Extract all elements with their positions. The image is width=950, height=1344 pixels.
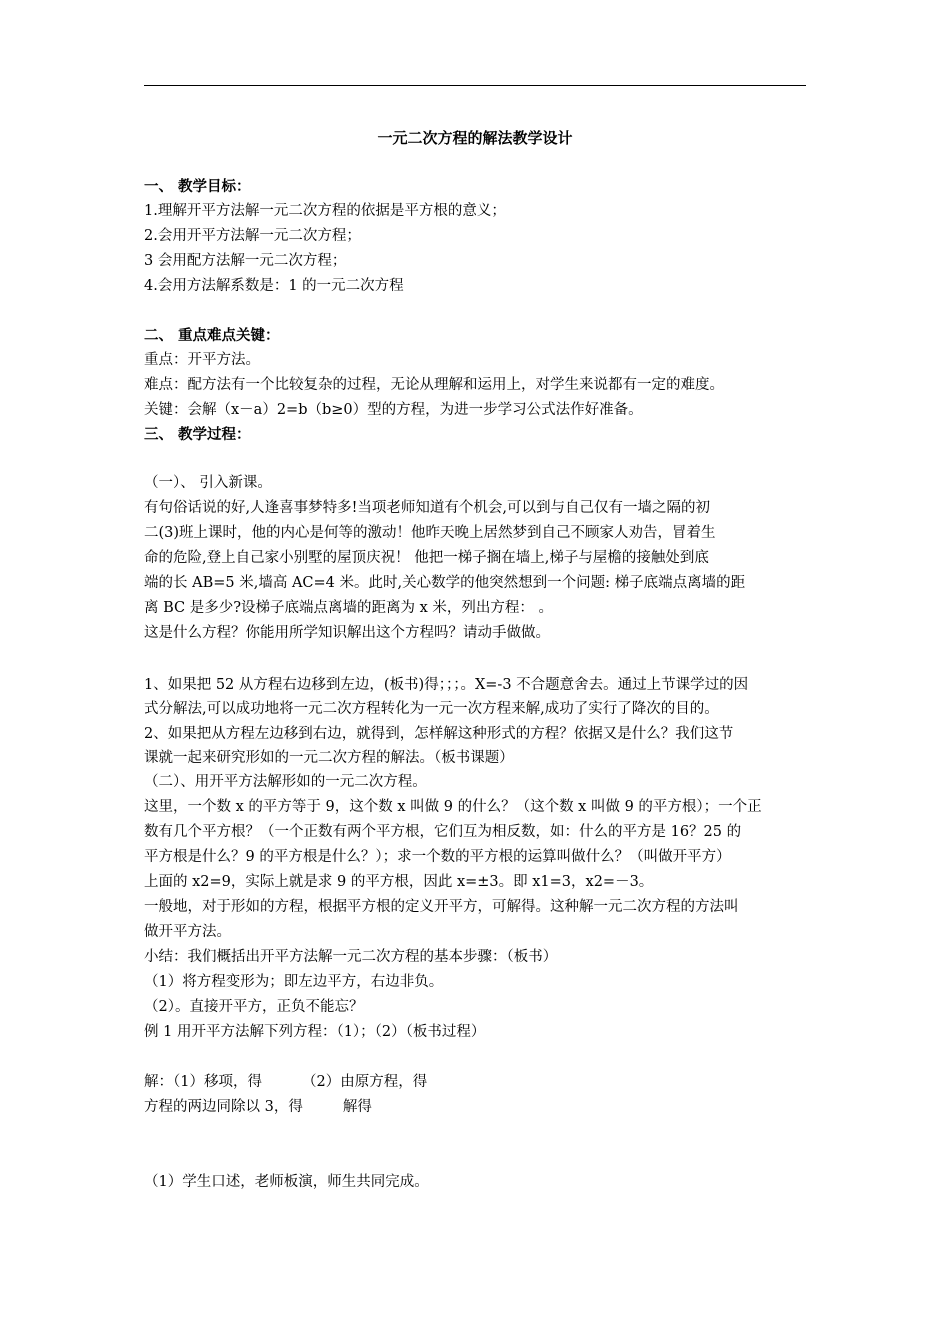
section-3-heading: 三、 教学过程： bbox=[144, 426, 251, 443]
objective-1: 1.理解开平方法解一元二次方程的依据是平方根的意义； bbox=[144, 203, 506, 219]
step-1-line-1: 1、如果把 52 从方程右边移到左边，(板书)得；；；。X=-3 不合题意舍去。通过上节课学过的因 bbox=[144, 677, 749, 693]
story-line-3: 命的危险,登上自己家小别墅的屋顶庆祝！ 他把一梯子搁在墙上,梯子与屋檐的接触处到底 bbox=[144, 550, 709, 566]
document-title: 一元二次方程的解法教学设计 bbox=[377, 129, 573, 147]
key-step: 关键：会解（x－a）2=b（b≥0）型的方程，为进一步学习公式法作好准备。 bbox=[144, 402, 643, 418]
activity-line: （1）学生口述，老师板演，师生共同完成。 bbox=[144, 1174, 429, 1190]
solution-part-4: 解得 bbox=[342, 1099, 372, 1115]
difficulty: 难点：配方法有一个比较复杂的过程，无论从理解和运用上，对学生来说都有一定的难度。 bbox=[144, 377, 724, 393]
step-2-line-2: 课就一起来研究形如的一元二次方程的解法。（板书课题） bbox=[144, 750, 514, 766]
story-line-4: 端的长 AB=5 米,墙高 AC=4 米。此时,关心数学的他突然想到一个问题: 梯子底端点离墙的距 bbox=[144, 575, 746, 591]
story-line-2: 二(3)班上课时，他的内心是何等的激动！他昨天晚上居然梦到自己不顾家人劝告，冒着生 bbox=[144, 525, 716, 541]
solution-part-2: （2）由原方程，得 bbox=[301, 1074, 428, 1090]
solution-part-3: 方程的两边同除以 3，得 bbox=[144, 1099, 303, 1115]
explain-line-1: 这里，一个数 x 的平方等于 9，这个数 x 叫做 9 的什么？（这个数 x 叫做 9 的平方根）；一个正 bbox=[144, 799, 762, 815]
objective-3: 3 会用配方法解一元二次方程； bbox=[144, 253, 347, 269]
summary-step-2: （2）。直接开平方，正负不能忘？ bbox=[144, 999, 364, 1015]
solution-part-1: 解：（1）移项，得 bbox=[144, 1074, 262, 1090]
story-line-5: 离 BC 是多少?设梯子底端点离墙的距离为 x 米，列出方程： 。 bbox=[144, 600, 554, 616]
step-2-line-1: 2、如果把从方程左边移到右边，就得到，怎样解这种形式的方程？依据又是什么？我们这节 bbox=[144, 726, 734, 742]
explain-line-3: 平方根是什么？9 的平方根是什么？）；求一个数的平方根的运算叫做什么？（叫做开平方） bbox=[144, 849, 731, 865]
explain-line-4: 上面的 x2=9，实际上就是求 9 的平方根，因此 x=±3。即 x1=3，x2=－3。 bbox=[144, 874, 654, 890]
step-1-line-2: 式分解法,可以成功地将一元二次方程转化为一元一次方程来解,成功了实行了降次的目的。 bbox=[144, 701, 719, 717]
general-line-2: 做开平方法。 bbox=[144, 924, 231, 940]
objective-4: 4.会用方法解系数是：1 的一元二次方程 bbox=[144, 278, 404, 294]
general-line-1: 一般地，对于形如的方程，根据平方根的定义开平方，可解得。这种解一元二次方程的方法叫 bbox=[144, 899, 739, 915]
header-rule bbox=[144, 85, 806, 86]
solution-line-1 bbox=[144, 1072, 824, 1092]
key-point: 重点：开平方法。 bbox=[144, 352, 260, 368]
summary-line: 小结：我们概括出开平方法解一元二次方程的基本步骤：（板书） bbox=[144, 949, 558, 965]
explain-line-2: 数有几个平方根？（一个正数有两个平方根，它们互为相反数，如：什么的平方是 16？25 的 bbox=[144, 824, 742, 840]
objective-2: 2.会用开平方法解一元二次方程； bbox=[144, 228, 361, 244]
solution-line-2 bbox=[144, 1097, 824, 1117]
subsection-intro: （一）、 引入新课。 bbox=[144, 475, 272, 491]
section-2-heading: 二、 重点难点关键： bbox=[144, 327, 280, 344]
story-line-1: 有句俗话说的好,人逢喜事梦特多!当项老师知道有个机会,可以到与自己仅有一墙之隔的初 bbox=[144, 500, 711, 516]
summary-step-1: （1）将方程变形为；即左边平方，右边非负。 bbox=[144, 974, 444, 990]
section-1-heading: 一、 教学目标： bbox=[144, 178, 251, 195]
subsection-two: （二）、用开平方法解形如的一元二次方程。 bbox=[144, 774, 427, 790]
example-1: 例 1 用开平方法解下列方程：（1）；（2）（板书过程） bbox=[144, 1024, 486, 1040]
prompt-line: 这是什么方程？你能用所学知识解出这个方程吗？请动手做做。 bbox=[144, 625, 550, 641]
